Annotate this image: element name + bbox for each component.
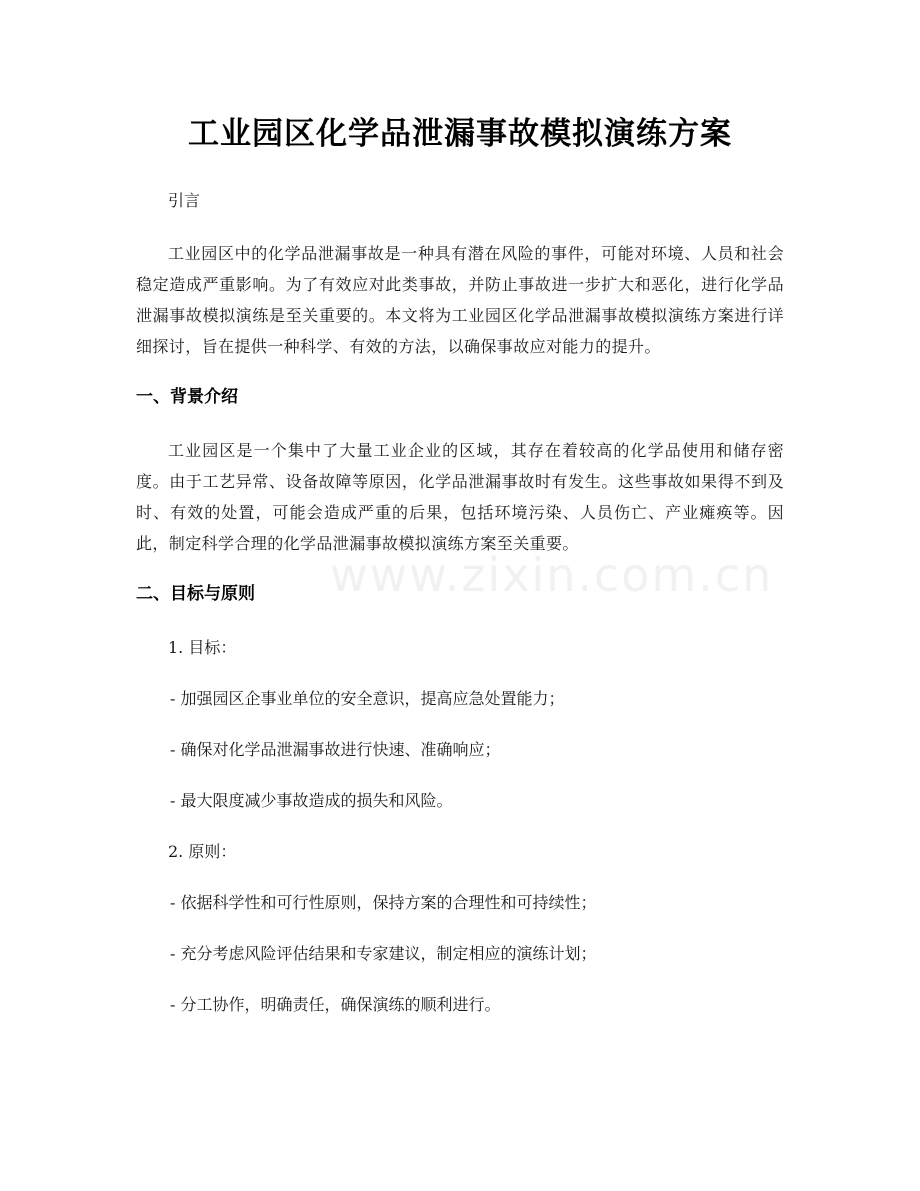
principle-item: - 依据科学性和可行性原则，保持方案的合理性和可持续性； [170,893,597,912]
goal-item: - 最大限度减少事故造成的损失和风险。 [170,791,453,810]
goals-label: 1. 目标： [168,638,237,657]
goal-item: - 确保对化学品泄漏事故进行快速、准确响应； [170,740,501,759]
goal-item: - 加强园区企事业单位的安全意识，提高应急处置能力； [170,689,565,708]
section2-heading: 二、目标与原则 [136,584,255,604]
principle-item: - 分工协作，明确责任，确保演练的顺利进行。 [170,995,501,1014]
intro-label: 引言 [168,191,201,210]
watermark: www.zixin.com.cn [330,548,774,602]
document-body [136,185,784,1040]
section1-paragraph: 工业园区是一个集中了大量工业企业的区域，其存在着较高的化学品使用和储存密度。由于工艺异常、设备故障等原因，化学品泄漏事故时有发生。这些事故如果得不到及时、有效的处置，可能会造成严重的后果，包括环境污染、人员伤亡、产业瘫痪等。因此，制定科学合理的化学品泄漏事故模拟演练方案至关重要。 [136,441,784,553]
intro-paragraph: 工业园区中的化学品泄漏事故是一种具有潜在风险的事件，可能对环境、人员和社会稳定造成严重影响。为了有效应对此类事故，并防止事故进一步扩大和恶化，进行化学品泄漏事故模拟演练是至关重要的。本文将为工业园区化学品泄漏事故模拟演练方案进行详细探讨，旨在提供一种科学、有效的方法，以确保事故应对能力的提升。 [136,244,784,356]
section1-heading: 一、背景介绍 [136,387,238,407]
principle-item: - 充分考虑风险评估结果和专家建议，制定相应的演练计划； [170,944,597,963]
principles-label: 2. 原则： [168,842,237,861]
document-title: 工业园区化学品泄漏事故模拟演练方案 [188,116,732,152]
